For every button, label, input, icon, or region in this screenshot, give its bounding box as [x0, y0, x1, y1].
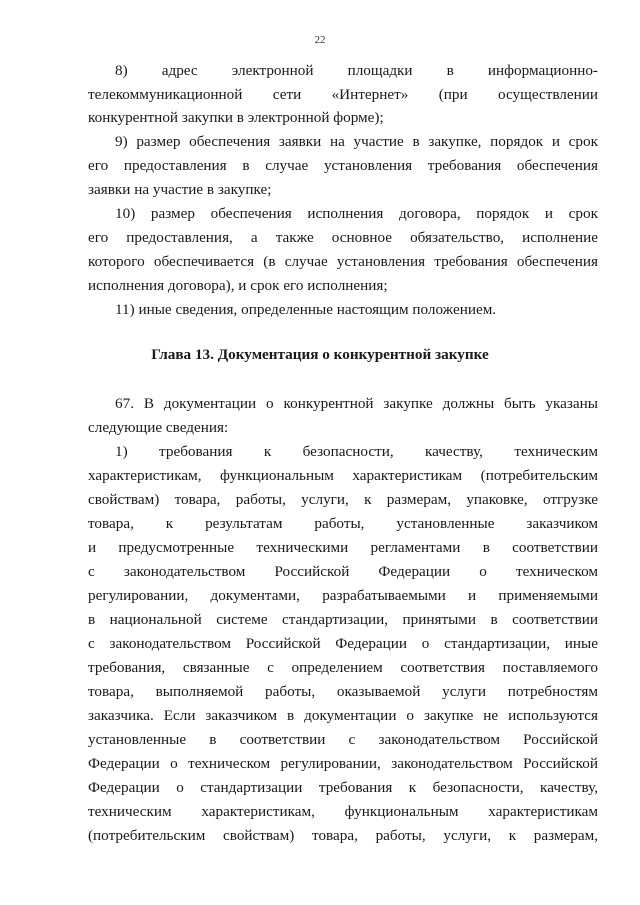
text-line: 9) размер обеспечения заявки на участие в закупке, порядок и срок — [115, 133, 598, 150]
text-line: с законодательством Российской Федерации о стандартизации, иные — [88, 635, 598, 652]
text-line: которого обеспечивается (в случае установления требования обеспечения — [88, 253, 598, 270]
text-line: и предусмотренные техническими регламентами в соответствии — [88, 539, 598, 556]
text-line: товара, к результатам работы, установленные заказчиком — [88, 515, 598, 532]
text-line: техническим характеристикам, функциональным характеристикам — [88, 803, 598, 820]
text-line: характеристикам, функциональным характеристикам (потребительским — [88, 467, 598, 484]
text-line: требования, связанные с определением соответствия поставляемого — [88, 659, 598, 676]
text-line: в национальной системе стандартизации, принятыми в соответствии — [88, 611, 598, 628]
text-line: его предоставления в случае установления требования обеспечения — [88, 157, 598, 174]
text-line: исполнения договора), и срок его исполнения; — [88, 277, 388, 294]
text-line: с законодательством Российской Федерации о техническом — [88, 563, 598, 580]
text-line: установленные в соответствии с законодательством Российской — [88, 731, 598, 748]
text-line: (потребительским свойствам) товара, работы, услуги, к размерам, — [88, 827, 598, 844]
text-line: свойствам) товара, работы, услуги, к размерам, упаковке, отгрузке — [88, 491, 598, 508]
chapter-heading: Глава 13. Документация о конкурентной закупке — [151, 346, 489, 363]
page-number: 22 — [314, 34, 326, 46]
text-line: следующие сведения: — [88, 419, 229, 436]
text-line: 10) размер обеспечения исполнения договора, порядок и срок — [115, 205, 598, 222]
text-line: 67. В документации о конкурентной закупке должны быть указаны — [115, 395, 598, 412]
text-line: его предоставления, а также основное обязательство, исполнение — [88, 229, 598, 246]
text-line: регулировании, документами, разрабатываемыми и применяемыми — [88, 587, 598, 604]
text-line: телекоммуникационной сети «Интернет» (при осуществлении — [88, 86, 598, 103]
text-line: 8) адрес электронной площадки в информационно- — [115, 62, 598, 79]
text-line: заявки на участие в закупке; — [88, 181, 272, 198]
text-line: 11) иные сведения, определенные настоящим положением. — [115, 301, 497, 318]
text-line: Федерации о техническом регулировании, законодательством Российской — [88, 755, 598, 772]
text-line: конкурентной закупки в электронной форме); — [88, 109, 384, 126]
text-line: Федерации о стандартизации требования к безопасности, качеству, — [88, 779, 598, 796]
text-line: заказчика. Если заказчиком в документации о закупке не используются — [88, 707, 598, 724]
text-line: 1) требования к безопасности, качеству, техническим — [115, 443, 598, 460]
text-line: товара, выполняемой работы, оказываемой услуги потребностям — [88, 683, 598, 700]
